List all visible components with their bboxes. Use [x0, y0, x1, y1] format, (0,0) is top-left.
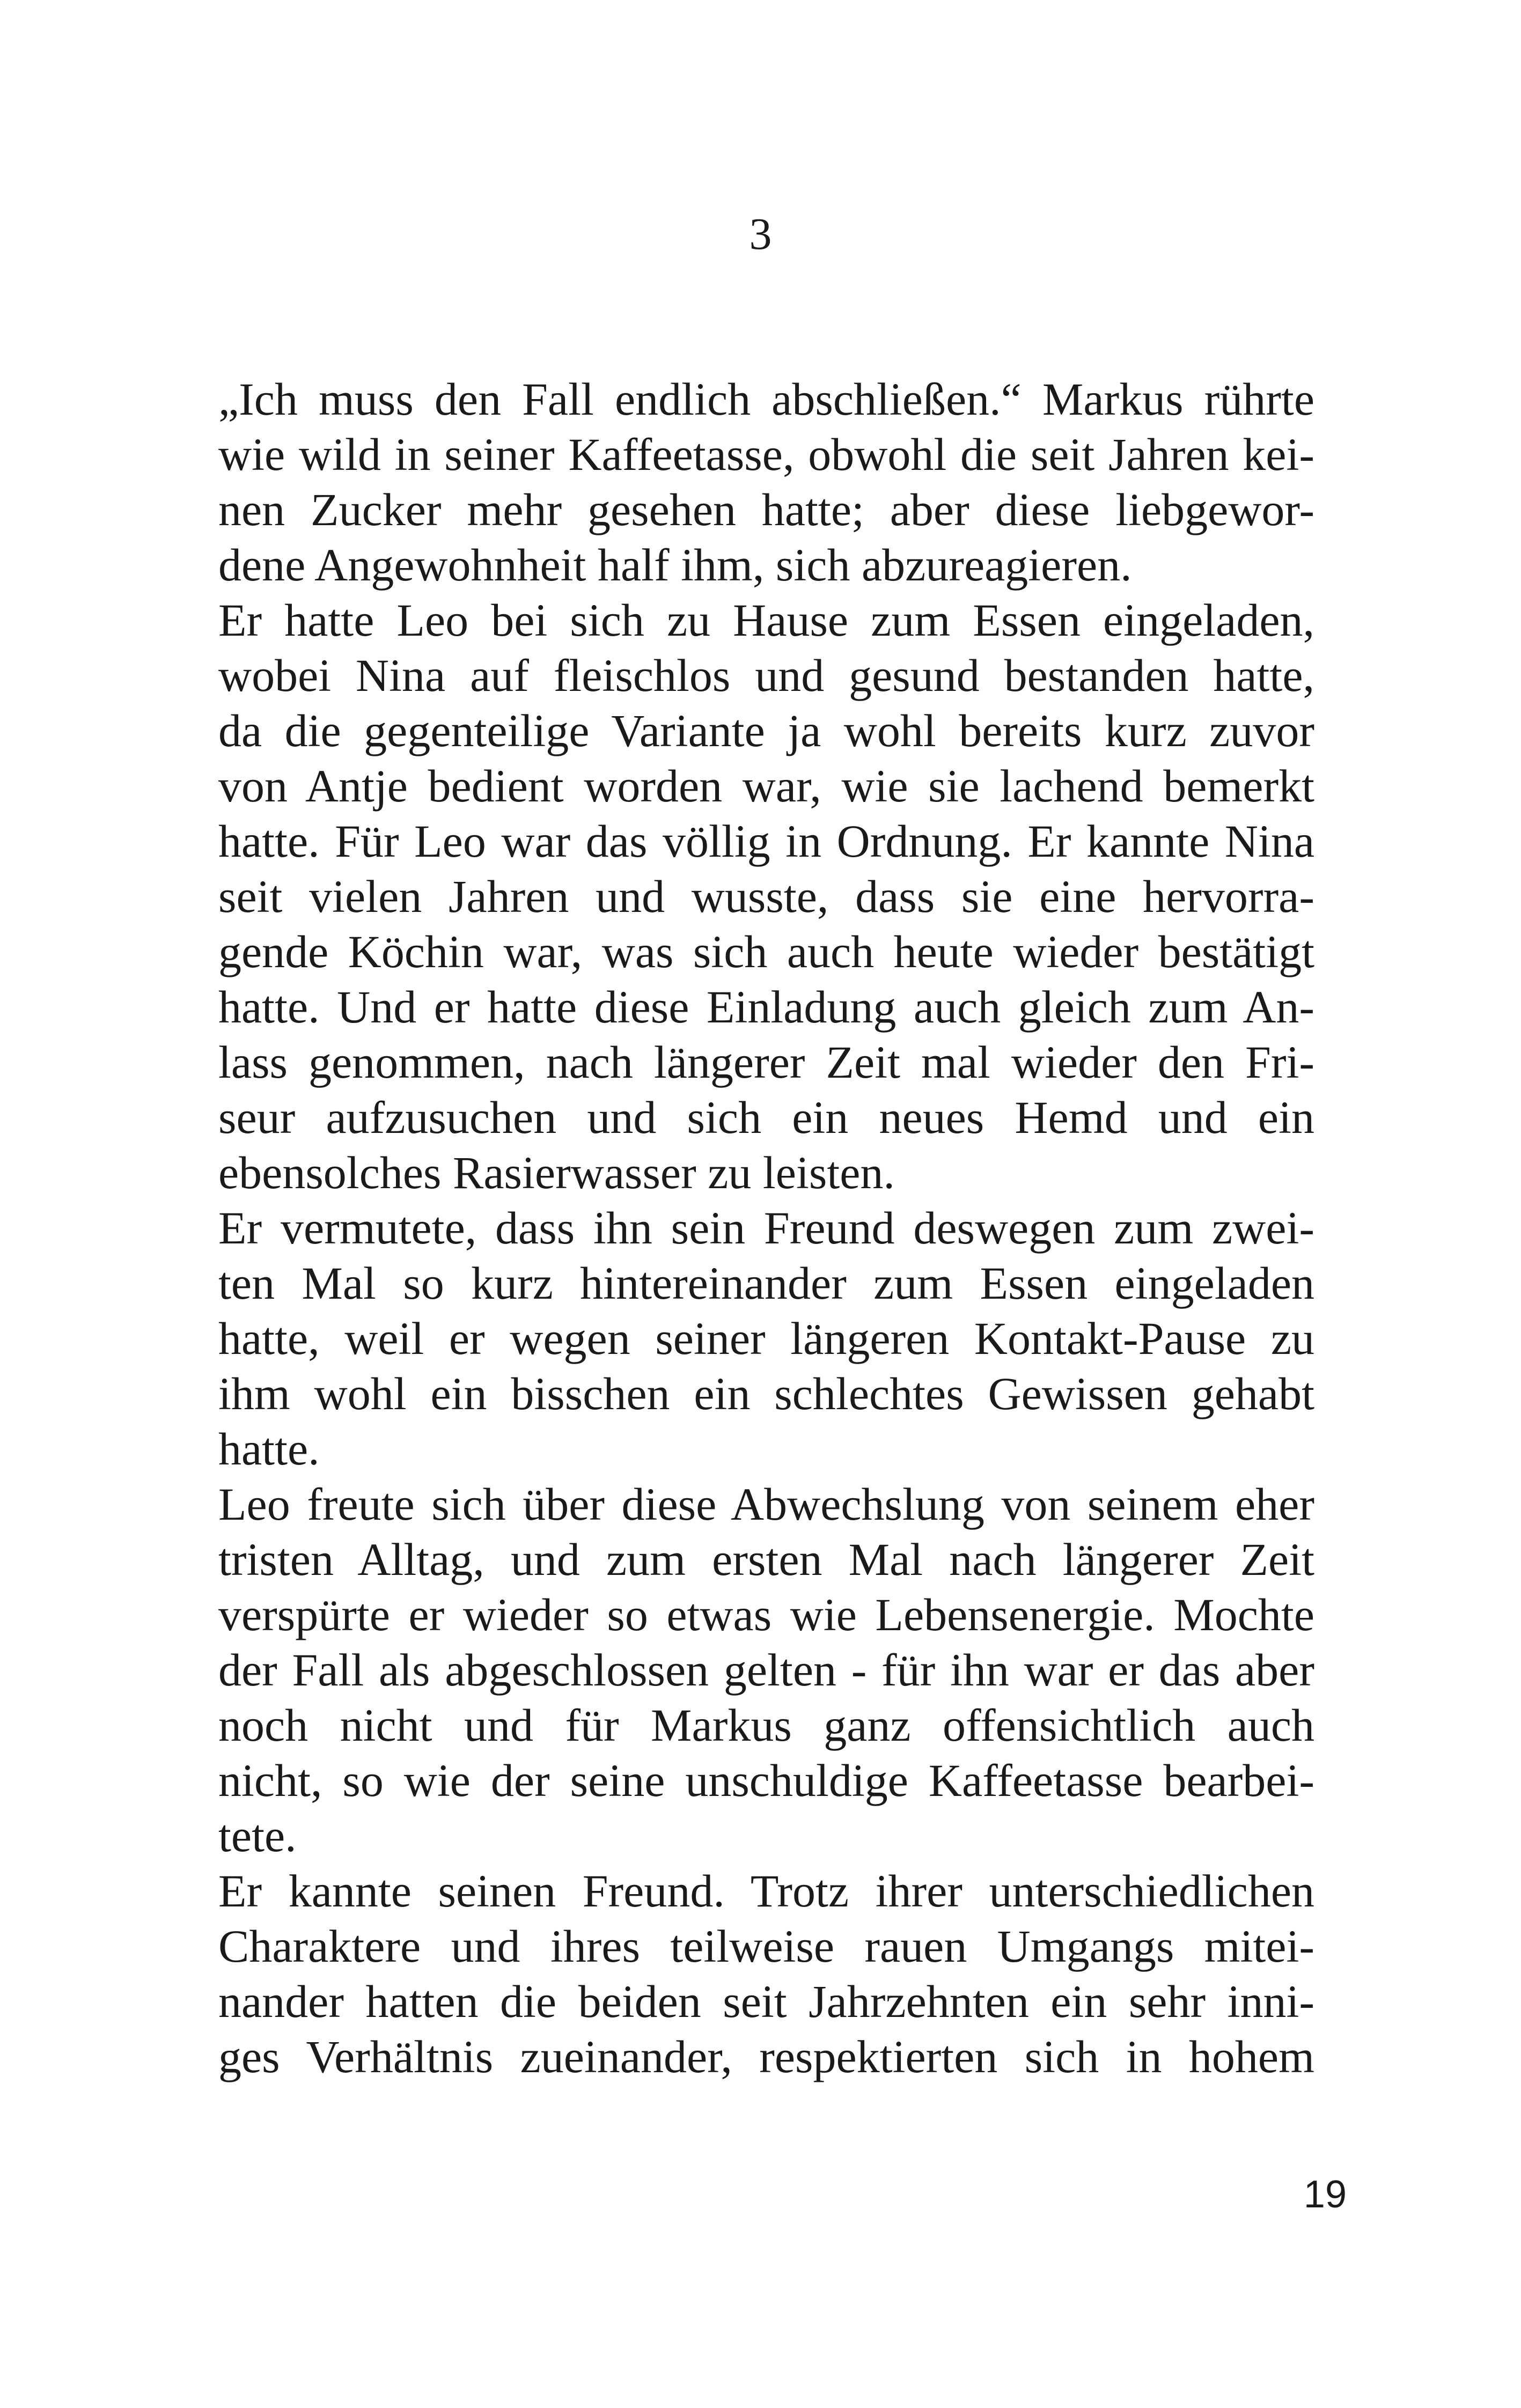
text-line: Er vermutete, dass ihn sein Freund deswegen zum zwei-	[218, 1202, 1314, 1254]
text-line: da die gegenteilige Variante ja wohl bereits kurz zuvor	[218, 705, 1314, 756]
text-line: tristen Alltag, und zum ersten Mal nach längerer Zeit	[218, 1534, 1314, 1585]
page-number: 19	[1303, 2173, 1347, 2216]
text-line: wie wild in seiner Kaffeetasse, obwohl die seit Jahren kei-	[218, 429, 1314, 480]
text-line: gende Köchin war, was sich auch heute wieder bestätigt	[218, 926, 1314, 977]
text-line: seit vielen Jahren und wusste, dass sie eine hervorra-	[218, 871, 1314, 922]
text-line: hatte. Für Leo war das völlig in Ordnung. Er kannte Nina	[218, 815, 1314, 867]
text-line: lass genommen, nach längerer Zeit mal wieder den Fri-	[218, 1036, 1314, 1088]
body-text	[218, 372, 1314, 2085]
text-line: Er kannte seinen Freund. Trotz ihrer unterschiedlichen	[218, 1865, 1314, 1917]
text-line: dene Angewohnheit half ihm, sich abzureagieren.	[218, 539, 1132, 591]
text-line: Charaktere und ihres teilweise rauen Umgangs mitei-	[218, 1920, 1314, 1972]
text-line: hatte.	[218, 1423, 320, 1475]
text-line: der Fall als abgeschlossen gelten - für ihn war er das aber	[218, 1644, 1314, 1696]
text-line: nicht, so wie der seine unschuldige Kaffeetasse bearbei-	[218, 1755, 1314, 1806]
text-line: nander hatten die beiden seit Jahrzehnten ein sehr inni-	[218, 1976, 1314, 2027]
text-line: Er hatte Leo bei sich zu Hause zum Essen eingeladen,	[218, 594, 1314, 646]
text-line: hatte, weil er wegen seiner längeren Kontakt-Pause zu	[218, 1313, 1314, 1364]
text-line: seur aufzusuchen und sich ein neues Hemd und ein	[218, 1092, 1314, 1143]
text-line: ges Verhältnis zueinander, respektierten sich in hohem	[218, 2031, 1314, 2082]
text-line: verspürte er wieder so etwas wie Lebensenergie. Mochte	[218, 1589, 1314, 1640]
text-line: noch nicht und für Markus ganz offensichtlich auch	[218, 1699, 1314, 1751]
text-line: „Ich muss den Fall endlich abschließen.“ Markus rührte	[218, 373, 1314, 425]
text-line: Leo freute sich über diese Abwechslung von seinem eher	[218, 1478, 1314, 1530]
text-line: tete.	[218, 1810, 297, 1861]
text-line: ihm wohl ein bisschen ein schlechtes Gewissen gehabt	[218, 1368, 1314, 1419]
text-line: hatte. Und er hatte diese Einladung auch gleich zum An-	[218, 981, 1314, 1033]
text-line: von Antje bedient worden war, wie sie lachend bemerkt	[218, 760, 1314, 812]
text-line: ebensolches Rasierwasser zu leisten.	[218, 1147, 895, 1198]
text-line: nen Zucker mehr gesehen hatte; aber diese liebgewor-	[218, 484, 1314, 535]
chapter-number: 3	[749, 209, 772, 259]
text-line: wobei Nina auf fleischlos und gesund bestanden hatte,	[218, 650, 1314, 701]
text-line: ten Mal so kurz hintereinander zum Essen eingeladen	[218, 1257, 1314, 1309]
